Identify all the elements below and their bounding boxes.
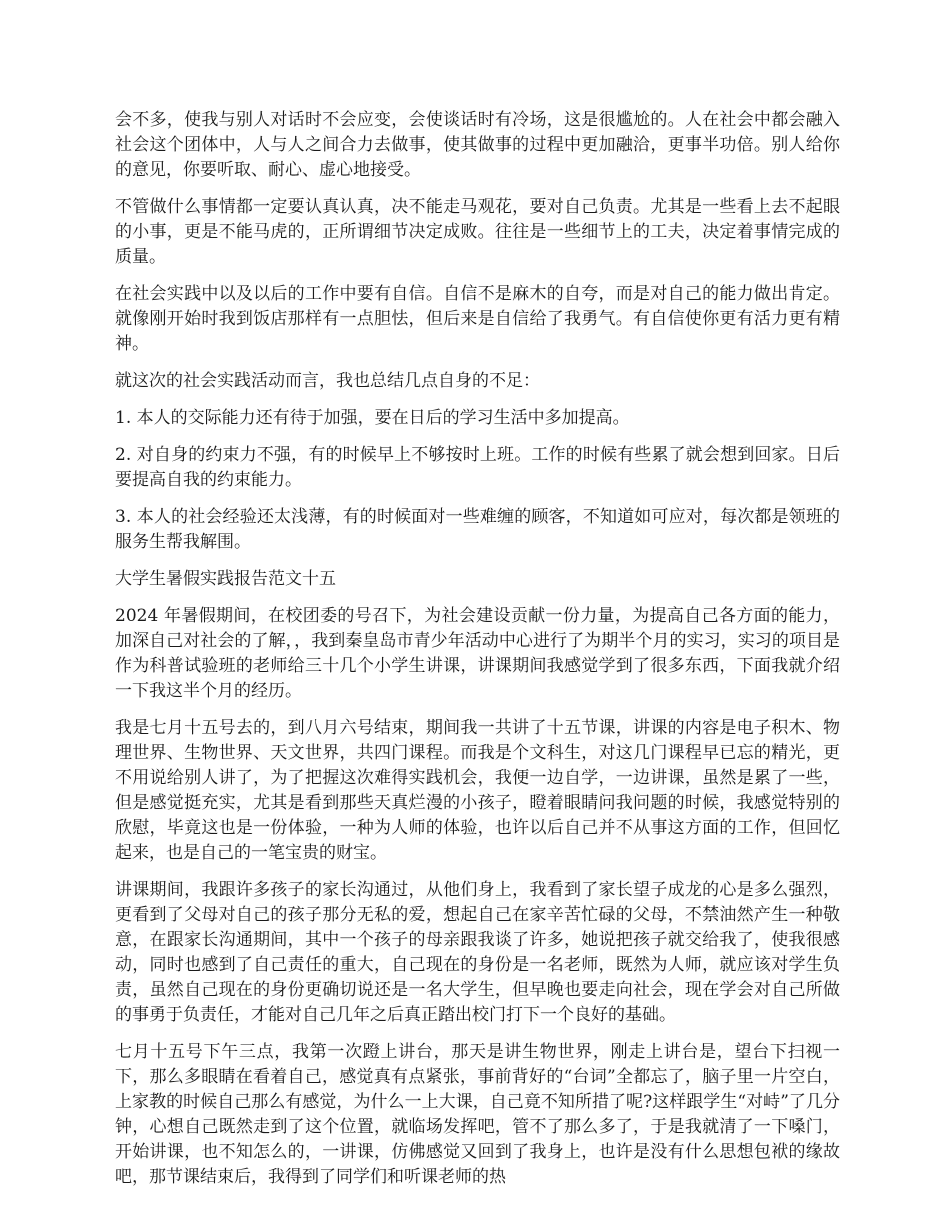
paragraph-summer-intro: 2024 年暑假期间，在校团委的号召下，为社会建设贡献一份力量，为提高自己各方面的能力，加深自己对社会的了解，，我到秦皇岛市青少年活动中心进行了为期半个月的实习，实习的项目是作为科普试验班的老师给三十几个小学生讲课，讲课期间我感觉学到了很多东西，下面我就介绍一下我这半个月的经历。 [115,606,840,701]
paragraph-diligence: 不管做什么事情都一定要认真认真，决不能走马观花，要对自己负责。尤其是一些看上去不起眼的小事，更是不能马虎的，正所谓细节决定成败。往往是一些细节上的工夫，决定着事情完成的质量。 [115,197,840,267]
document-page [115,108,840,1202]
list-item-2: 2. 对自身的约束力不强，有的时候早上不够按时上班。工作的时候有些累了就会想到回家。日后要提高自我的约束能力。 [115,445,840,490]
paragraph-confidence: 在社会实践中以及以后的工作中要有自信。自信不是麻木的自夸，而是对自己的能力做出肯定。就像刚开始时我到饭店那样有一点胆怯，但后来是自信给了我勇气。有自信使你更有活力更有精神。 [115,284,840,354]
paragraph-parents: 讲课期间，我跟许多孩子的家长沟通过，从他们身上，我看到了家长望子成龙的心是多么强烈，更看到了父母对自己的孩子那分无私的爱，想起自己在家辛苦忙碌的父母，不禁油然产生一种敬意，在跟家长沟通期间，其中一个孩子的母亲跟我谈了许多，她说把孩子就交给我了，使我很感动，同时也感到了自己责任的重大，自己现在的身份是一名老师，既然为人师，就应该对学生负责，虽然自己现在的身份更确切说还是一名大学生，但早晚也要走向社会，现在学会对自己所做的事勇于负责任，才能对自己几年之后真正踏出校门打下一个良好的基础。 [115,880,840,1025]
list-item-3: 3. 本人的社会经验还太浅薄，有的时候面对一些难缠的顾客，不知道如可应对，每次都是领班的服务生帮我解围。 [115,507,840,552]
paragraph-shortcomings-intro: 就这次的社会实践活动而言，我也总结几点自身的不足： [115,371,540,391]
paragraph-communication: 会不多，使我与别人对话时不会应变，会使谈话时有冷场，这是很尴尬的。人在社会中都会融入社会这个团体中，人与人之间合力去做事，使其做事的过程中更加融洽，更事半功倍。别人给你的意见，你要听取、耐心、虚心地接受。 [115,110,840,180]
paragraph-teaching-period: 我是七月十五号去的，到八月六号结束，期间我一共讲了十五节课，讲课的内容是电子积木、物理世界、生物世界、天文世界，共四门课程。而我是个文科生，对这几门课程早已忘的精光，更不用说给别人讲了，为了把握这次难得实践机会，我便一边自学，一边讲课，虽然是累了一些，但是感觉挺充实，尤其是看到那些天真烂漫的小孩子，瞪着眼睛问我问题的时候，我感觉特别的欣慰，毕竟这也是一份体验，一种为人师的体验，也许以后自己并不从事这方面的工作，但回忆起来，也是自己的一笔宝贵的财宝。 [115,718,840,863]
paragraph-first-lecture: 七月十五号下午三点，我第一次蹬上讲台，那天是讲生物世界，刚走上讲台是，望台下扫视一下，那么多眼睛在看着自己，感觉真有点紧张，事前背好的“台词”全都忘了，脑子里一片空白，上家教的时候自己那么有感觉，为什么一上大课，自己竟不知所措了呢?这样跟学生“对峙”了几分钟，心想自己既然走到了这个位置，就临场发挥吧，管不了那么多了，于是我就清了一下嗓门，开始讲课，也不知怎么的，一讲课，仿佛感觉又回到了我身上，也许是没有什么思想包袱的缘故吧，那节课结束后，我得到了同学们和听课老师的热 [115,1042,840,1187]
section-heading: 大学生暑假实践报告范文十五 [115,569,336,589]
list-item-1: 1. 本人的交际能力还有待于加强，要在日后的学习生活中多加提高。 [115,408,630,428]
